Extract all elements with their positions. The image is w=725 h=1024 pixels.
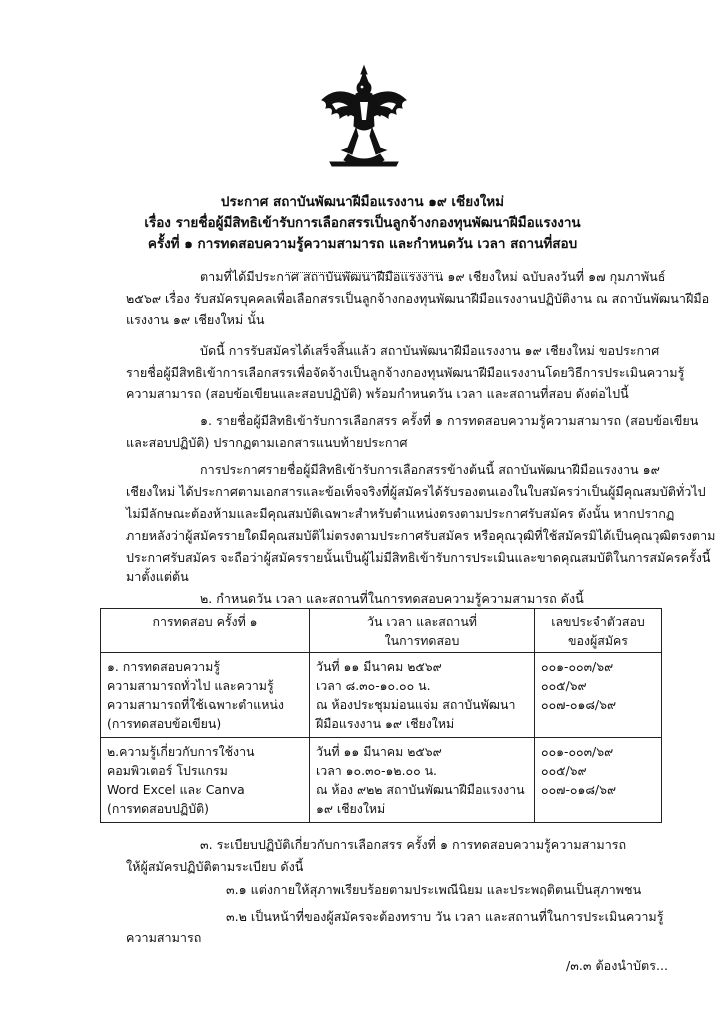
cell-ids: ๐๐๑-๐๐๓/๖๙ ๐๐๕/๖๙ ๐๐๗-๐๑๘/๖๙ [535,653,662,738]
paragraph-3-line2: และสอบปฏิบัติ) ปรากฏตามเอกสารแนบท้ายประกาศ [126,435,408,450]
paragraph-6-line1: ๓. ระเบียบปฏิบัติเกี่ยวกับการเลือกสรร ครั้งที่ ๑ การทดสอบความรู้ความสามารถ [200,837,627,852]
paragraph-1-line1: ตามที่ได้มีประกาศ สถาบันพัฒนาฝีมือแรงงาน ๑๙ เชียงใหม่ ฉบับลงวันที่ ๑๗ กุมภาพันธ์ [200,269,666,284]
paragraph-3-line1: ๑. รายชื่อผู้มีสิทธิเข้ารับการเลือกสรร ครั้งที่ ๑ การทดสอบความรู้ความสามารถ (สอบข้อเขียน [200,413,699,428]
paragraph-1-line3: แรงงาน ๑๙ เชียงใหม่ นั้น [126,312,265,327]
cell-ids: ๐๐๑-๐๐๓/๖๙ ๐๐๕/๖๙ ๐๐๗-๐๑๘/๖๙ [535,738,662,823]
paragraph-4-line3: ไม่มีลักษณะต้องห้ามและมีคุณสมบัติเฉพาะสำหรับตำแหน่งตรงตามประกาศรับสมัคร ดังนั้น หากปรากฏ [126,506,675,521]
paragraph-8-line2: ความสามารถ [126,930,202,945]
cell-when: วันที่ ๑๑ มีนาคม ๒๕๖๙ เวลา ๑๐.๓๐-๑๒.๐๐ น. ณ ห้อง ๙๒๒ สถาบันพัฒนาฝีมือแรงงาน ๑๙ เชียงใหม่ [310,738,535,823]
paragraph-4-line4: ภายหลังว่าผู้สมัครรายใดมีคุณสมบัติไม่ตรงตามประกาศรับสมัคร หรือคุณวุฒิที่ใช้สมัครมิได้เป็นคุณวุฒิตรงตาม [126,528,716,543]
table-row [101,653,662,738]
table-row [101,738,662,823]
continued-marker: /๓.๓ ต้องนำบัตร... [566,958,668,973]
paragraph-5: ๒. กำหนดวัน เวลา และสถานที่ในการทดสอบความรู้ความสามารถ ดังนี้ [200,591,584,606]
paragraph-7: ๓.๑ แต่งกายให้สุภาพเรียบร้อยตามประเพณีนิยม และประพฤติตนเป็นสุภาพชน [226,882,642,897]
notice-title: ประกาศ สถาบันพัฒนาฝีมือแรงงาน ๑๙ เชียงใหม่ [220,194,505,210]
header-ids: เลขประจำตัวสอบ ของผู้สมัคร [535,609,662,653]
paragraph-6-line2: ให้ผู้สมัครปฏิบัติตามระเบียบ ดังนี้ [126,859,304,874]
header-test: การทดสอบ ครั้งที่ ๑ [101,609,310,653]
cell-test: ๑. การทดสอบความรู้ ความสามารถทั่วไป และความรู้ ความสามารถที่ใช้เฉพาะตำแหน่ง (การทดสอบข้อเขียน) [101,653,310,738]
notice-subject-line2: ครั้งที่ ๑ การทดสอบความรู้ความสามารถ และกำหนดวัน เวลา สถานที่สอบ [147,236,578,252]
paragraph-4-line6: มาตั้งแต่ต้น [126,569,189,584]
paragraph-2-line2: รายชื่อผู้มีสิทธิเข้าการเลือกสรรเพื่อจัดจ้างเป็นลูกจ้างกองทุนพัฒนาฝีมือแรงงานโดยวิธีการประเมินความรู้ [126,365,685,380]
paragraph-2-line1: บัดนี้ การรับสมัครได้เสร็จสิ้นแล้ว สถาบันพัฒนาฝีมือแรงงาน ๑๙ เชียงใหม่ ขอประกาศ [200,343,660,358]
paragraph-4-line2: เชียงใหม่ ได้ประกาศตามเอกสารและข้อเท็จจริงที่ผู้สมัครได้รับรองตนเองในใบสมัครว่าเป็นผู้มีคุณสมบัติทั่วไป [126,484,706,499]
garuda-emblem-icon [318,64,410,174]
paragraph-1-line2: ๒๕๖๙ เรื่อง รับสมัครบุคคลเพื่อเลือกสรรเป็นลูกจ้างกองทุนพัฒนาฝีมือแรงงานปฏิบัติงาน ณ สถาบันพัฒนาฝีมือ [126,291,710,306]
table-header-row [101,609,662,653]
paragraph-4-line1: การประกาศรายชื่อผู้มีสิทธิเข้ารับการเลือกสรรข้างต้นนี้ สถาบันพัฒนาฝีมือแรงงาน ๑๙ [200,462,660,477]
paragraph-4-line5: ประกาศรับสมัคร จะถือว่าผู้สมัครรายนั้นเป็นผู้ไม่มีสิทธิเข้ารับการประเมินและขาดคุณสมบัติในการสมัครครั้งนี้ [126,550,711,565]
cell-when: วันที่ ๑๑ มีนาคม ๒๕๖๙ เวลา ๘.๓๐-๑๐.๐๐ น. ณ ห้องประชุมม่อนแจ่ม สถาบันพัฒนา ฝีมือแรงงาน ๑๙ เชียงใหม่ [310,653,535,738]
exam-schedule-table [100,608,662,823]
header-when: วัน เวลา และสถานที่ ในการทดสอบ [310,609,535,653]
cell-test: ๒.ความรู้เกี่ยวกับการใช้งาน คอมพิวเตอร์ โปรแกรม Word Excel และ Canva (การทดสอบปฏิบัติ) [101,738,310,823]
paragraph-8-line1: ๓.๒ เป็นหน้าที่ของผู้สมัครจะต้องทราบ วัน เวลา และสถานที่ในการประเมินความรู้ [226,909,664,924]
notice-subject: เรื่อง รายชื่อผู้มีสิทธิเข้ารับการเลือกสรรเป็นลูกจ้างกองทุนพัฒนาฝีมือแรงงาน [144,215,581,231]
paragraph-2-line3: ความสามารถ (สอบข้อเขียนและสอบปฏิบัติ) พร้อมกำหนดวัน เวลา และสถานที่สอบ ดังต่อไปนี้ [126,386,629,401]
